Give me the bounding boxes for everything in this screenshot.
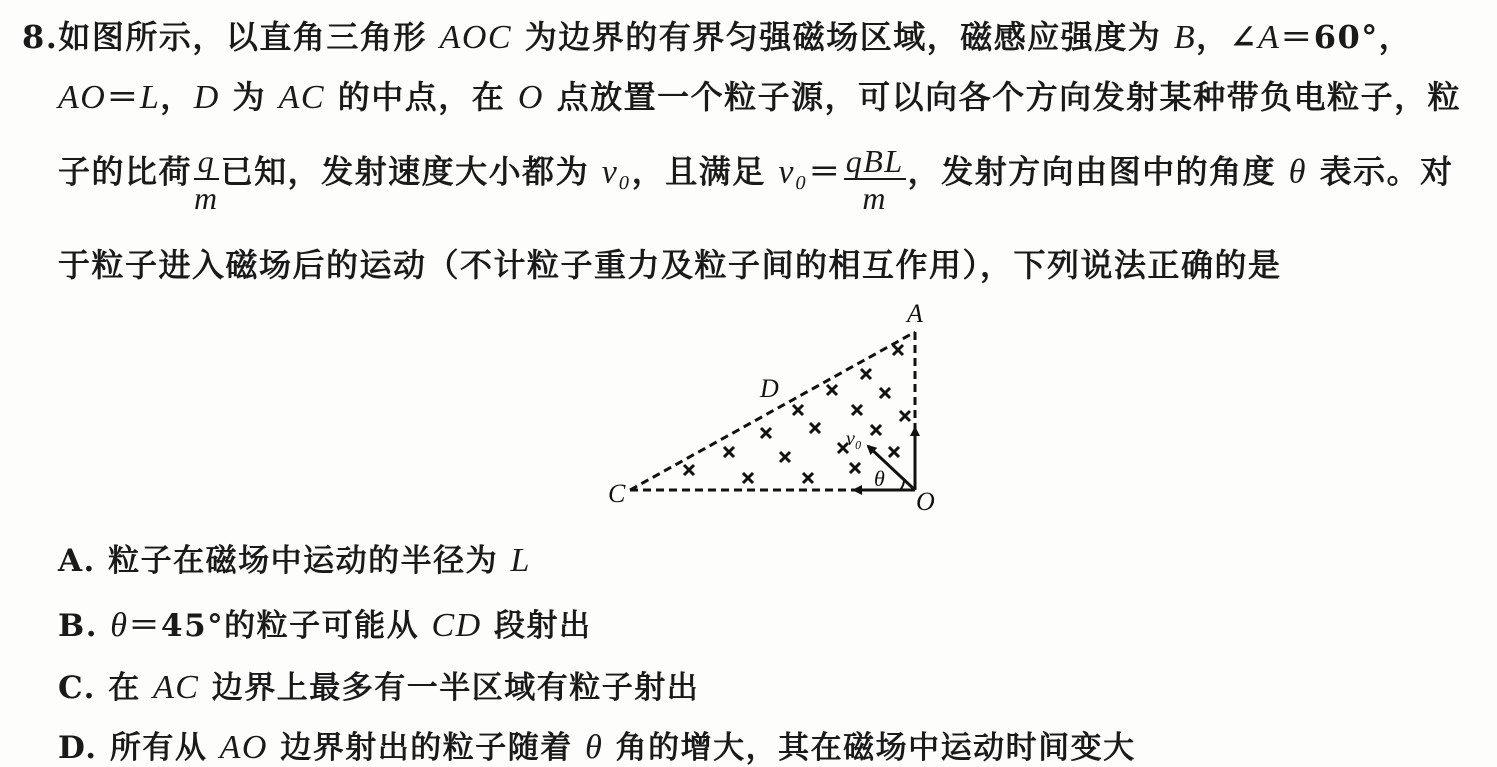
question-number: 8.	[22, 18, 59, 56]
question-line-3: 子的比荷 $\frac{q}{m}$ 已知，发射速度大小都为 v₀，且满足 v₀＝ $\frac{\text{qBL}}{m}$ ，发射方向由图中的角度 θ 表示。对	[58, 143, 1454, 216]
field-cross-icon	[889, 447, 899, 457]
field-cross-icon	[880, 388, 890, 398]
field-cross-icon	[850, 463, 860, 473]
label-v0: v₀	[846, 428, 862, 450]
field-cross-icon	[827, 385, 837, 395]
triangle-boundary	[630, 332, 915, 490]
label-d: D	[760, 374, 779, 403]
field-cross-icon	[724, 447, 734, 457]
field-cross-icon	[793, 405, 803, 415]
option-d[interactable]: D. 所有从 AO 边界射出的粒子随着 θ 角的增大，其在磁场中运动时间变大	[58, 729, 1136, 766]
label-theta: θ	[874, 466, 885, 491]
field-cross-icon	[803, 473, 813, 483]
field-cross-icon	[684, 465, 694, 475]
label-c: C	[608, 479, 626, 508]
option-c[interactable]: C. 在 AC 边界上最多有一半区域有粒子射出	[58, 669, 700, 706]
label-o: O	[916, 487, 935, 516]
label-a: A	[907, 299, 923, 328]
option-b[interactable]: B. θ＝45°的粒子可能从 CD 段射出	[58, 607, 592, 644]
field-cross-icon	[900, 411, 910, 421]
field-cross-icon	[861, 369, 871, 379]
field-cross-icon	[761, 428, 771, 438]
charge-mass-ratio-fraction: $\frac{q}{m}$	[194, 143, 219, 216]
field-cross-icon	[780, 452, 790, 462]
velocity-fraction: $\frac{\text{qBL}}{m}$	[845, 143, 904, 216]
field-cross-icon	[810, 423, 820, 433]
question-line-1: 8.如图所示，以直角三角形 AOC 为边界的有界匀强磁场区域，磁感应强度为 B，∠A＝60°，	[22, 18, 1413, 56]
field-cross-icon	[743, 473, 753, 483]
question-line-4: 于粒子进入磁场后的运动（不计粒子重力及粒子间的相互作用），下列说法正确的是	[58, 246, 1282, 284]
option-a[interactable]: A. 粒子在磁场中运动的半径为 L	[58, 542, 531, 579]
field-cross-icon	[871, 425, 881, 435]
field-cross-icon	[893, 345, 903, 355]
edge-ac	[630, 332, 915, 490]
field-cross-icon	[852, 405, 862, 415]
magnetic-field-crosses	[684, 345, 910, 483]
question-line-2: AO＝L，D 为 AC 的中点，在 O 点放置一个粒子源，可以向各个方向发射某种带负电粒子，粒	[58, 78, 1462, 116]
